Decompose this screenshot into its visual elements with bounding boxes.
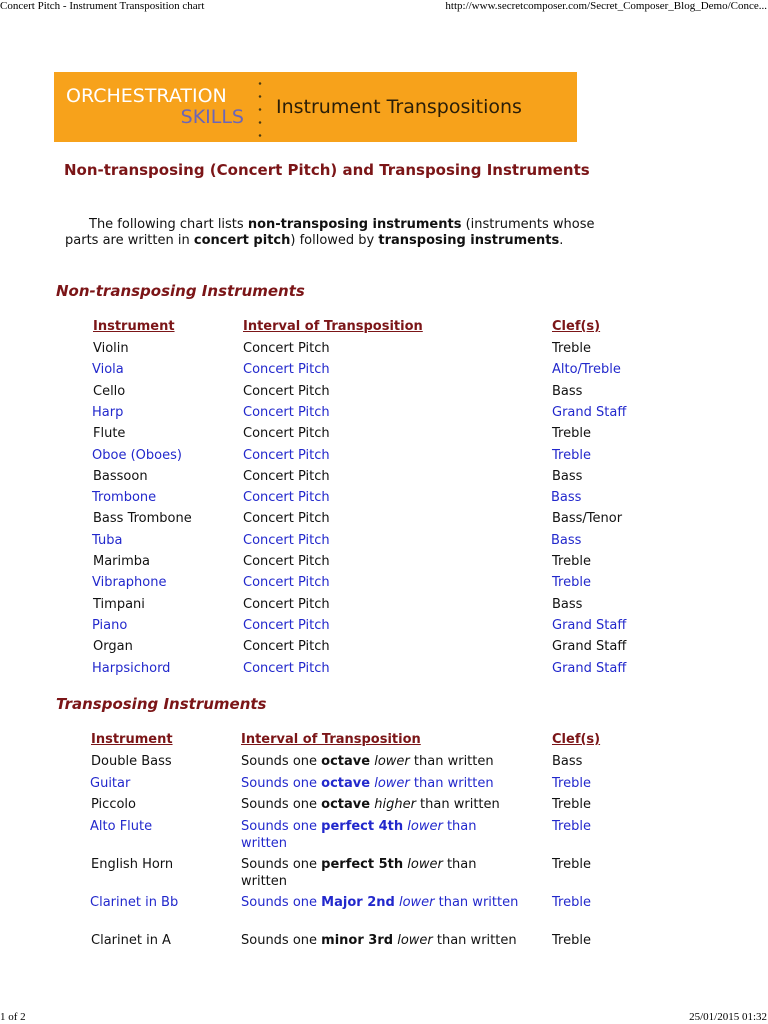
clef-value[interactable]: Treble: [552, 776, 591, 791]
interval-text: than written: [241, 819, 477, 851]
transposition-interval[interactable]: Concert Pitch: [243, 575, 330, 591]
non-transposing-heading: Non-transposing Instruments: [56, 282, 305, 300]
clef-value[interactable]: Grand Staff: [552, 617, 627, 633]
instrument-name: English Horn: [91, 857, 174, 872]
column-header-instrument: Instrument: [93, 319, 175, 334]
orchestration-skills-banner[interactable]: [54, 72, 577, 142]
intro-text: The following chart lists: [89, 217, 248, 232]
clef-value[interactable]: Alto/Treble: [552, 362, 621, 378]
transposition-interval: Concert Pitch: [243, 426, 330, 442]
instrument-name[interactable]: Harp: [92, 404, 124, 420]
clef-value: Treble: [552, 797, 591, 812]
clef-value[interactable]: Treble: [552, 575, 591, 591]
instrument-name: Piccolo: [91, 797, 136, 812]
interval-name: octave: [321, 754, 371, 769]
instrument-name: Marimba: [93, 554, 151, 569]
interval-text: Sounds one: [241, 797, 322, 812]
instrument-name[interactable]: Tuba: [92, 532, 123, 548]
transposition-interval: Concert Pitch: [243, 511, 330, 527]
transposition-interval: [241, 856, 526, 890]
instrument-name: Double Bass: [91, 754, 172, 769]
clef-value: Treble: [552, 933, 591, 948]
interval-text: than written: [434, 895, 519, 910]
interval-direction: lower: [374, 776, 410, 791]
interval-text: Sounds one: [241, 754, 322, 769]
instrument-name[interactable]: Piano: [92, 617, 128, 633]
interval-text: Sounds one: [241, 933, 322, 948]
instrument-name: Clarinet in A: [91, 933, 171, 948]
transposition-interval[interactable]: Concert Pitch: [243, 660, 330, 676]
interval-direction: lower: [407, 857, 443, 872]
interval-text: Sounds one: [241, 857, 322, 872]
clef-value: Treble: [552, 341, 591, 356]
transposition-interval[interactable]: Concert Pitch: [243, 404, 330, 420]
clef-value[interactable]: Grand Staff: [552, 660, 627, 676]
transposition-interval: Concert Pitch: [243, 554, 330, 569]
instrument-name[interactable]: Alto Flute: [90, 819, 153, 834]
clef-value: Bass: [552, 468, 583, 484]
transposition-interval: [241, 932, 526, 949]
transposition-interval[interactable]: Concert Pitch: [243, 617, 330, 633]
intro-bold-text: concert pitch: [193, 233, 291, 248]
intro-text: .: [559, 233, 564, 248]
interval-text: than written: [409, 754, 494, 769]
interval-name: Major 2nd: [321, 895, 395, 910]
transposition-interval: Concert Pitch: [243, 639, 330, 655]
instrument-name: Bass Trombone: [93, 511, 192, 527]
transposition-interval: Concert Pitch: [243, 468, 330, 484]
clef-value: Treble: [552, 426, 591, 442]
instrument-name[interactable]: Trombone: [92, 490, 157, 506]
transposition-interval: Concert Pitch: [243, 341, 330, 356]
interval-text: Sounds one: [241, 895, 322, 910]
interval-direction: lower: [407, 819, 443, 834]
interval-text: than written: [409, 776, 494, 791]
transposition-interval[interactable]: Concert Pitch: [243, 532, 330, 548]
transposing-heading: Transposing Instruments: [56, 695, 267, 713]
transposition-interval: Concert Pitch: [243, 383, 330, 399]
interval-text: Sounds one: [241, 776, 322, 791]
instrument-name[interactable]: Oboe (Oboes): [92, 447, 182, 463]
transposition-interval: [241, 753, 526, 770]
transposition-interval[interactable]: Concert Pitch: [243, 362, 330, 378]
intro-text: (instruments whose parts are written in: [65, 217, 595, 248]
interval-name: minor 3rd: [321, 933, 394, 948]
instrument-name[interactable]: Viola: [92, 362, 124, 378]
clef-value[interactable]: Treble: [552, 895, 591, 910]
instrument-name: Timpani: [93, 596, 145, 612]
intro-bold-text: transposing instruments: [378, 233, 560, 248]
clef-value[interactable]: Bass: [551, 490, 582, 506]
interval-name: perfect 4th: [321, 819, 404, 834]
instrument-name: Cello: [93, 383, 126, 399]
interval-text: than written: [432, 933, 517, 948]
transposition-interval[interactable]: Concert Pitch: [243, 447, 330, 463]
column-header-instrument: Instrument: [91, 732, 173, 747]
page-title: Non-transposing (Concert Pitch) and Transposing Instruments: [64, 161, 590, 179]
intro-paragraph: [65, 217, 625, 249]
instrument-name: Organ: [93, 639, 133, 655]
interval-text: than written: [415, 797, 500, 812]
instrument-name[interactable]: Guitar: [90, 776, 131, 791]
banner-dotted-divider: [258, 77, 262, 139]
instrument-name[interactable]: Vibraphone: [92, 575, 167, 591]
clef-value[interactable]: Bass: [551, 532, 582, 548]
clef-value: Treble: [552, 554, 591, 569]
print-footer-datetime: 25/01/2015 01:32: [689, 1011, 767, 1023]
interval-name: perfect 5th: [321, 857, 404, 872]
instrument-name[interactable]: Harpsichord: [92, 660, 171, 676]
clef-value: Bass: [552, 596, 583, 612]
interval-name: octave: [321, 776, 371, 791]
instrument-name: Bassoon: [93, 468, 148, 484]
clef-value[interactable]: Treble: [552, 819, 591, 834]
transposition-interval: [241, 796, 526, 813]
transposition-interval[interactable]: [241, 818, 526, 852]
print-header-url: http://www.secretcomposer.com/Secret_Composer_Blog_Demo/Conce...: [445, 0, 767, 12]
clef-value[interactable]: Treble: [552, 447, 591, 463]
transposition-interval: Concert Pitch: [243, 596, 330, 612]
banner-skills-text: SKILLS: [180, 106, 244, 128]
print-footer-page-number: 1 of 2: [0, 1011, 26, 1023]
column-header-clef: Clef(s): [552, 319, 601, 334]
interval-direction: higher: [374, 797, 416, 812]
interval-direction: lower: [398, 895, 435, 910]
transposition-interval[interactable]: Concert Pitch: [243, 490, 330, 506]
column-header-clef: Clef(s): [552, 732, 601, 747]
interval-direction: lower: [397, 933, 433, 948]
clef-value: Bass: [552, 754, 583, 769]
clef-value[interactable]: Grand Staff: [552, 404, 627, 420]
interval-name: octave: [321, 797, 371, 812]
banner-orchestration-text: ORCHESTRATION: [66, 85, 227, 107]
transposition-interval[interactable]: [241, 775, 526, 792]
intro-text: ) followed by: [290, 233, 379, 248]
instrument-name[interactable]: Clarinet in Bb: [90, 895, 179, 910]
interval-text: than written: [241, 857, 477, 889]
transposition-interval[interactable]: [241, 894, 526, 911]
banner-subtitle: Instrument Transpositions: [276, 96, 522, 118]
clef-value: Bass/Tenor: [552, 511, 623, 527]
column-header-interval: Interval of Transposition: [243, 319, 423, 334]
instrument-name: Flute: [93, 426, 126, 442]
instrument-name: Violin: [93, 341, 129, 356]
clef-value: Treble: [552, 857, 591, 872]
clef-value: Bass: [552, 383, 583, 399]
print-header-title: Concert Pitch - Instrument Transposition chart: [0, 0, 205, 12]
column-header-interval: Interval of Transposition: [241, 732, 421, 747]
interval-direction: lower: [374, 754, 410, 769]
interval-text: Sounds one: [241, 819, 322, 834]
clef-value: Grand Staff: [552, 639, 627, 655]
intro-bold-text: non-transposing instruments: [247, 217, 462, 232]
